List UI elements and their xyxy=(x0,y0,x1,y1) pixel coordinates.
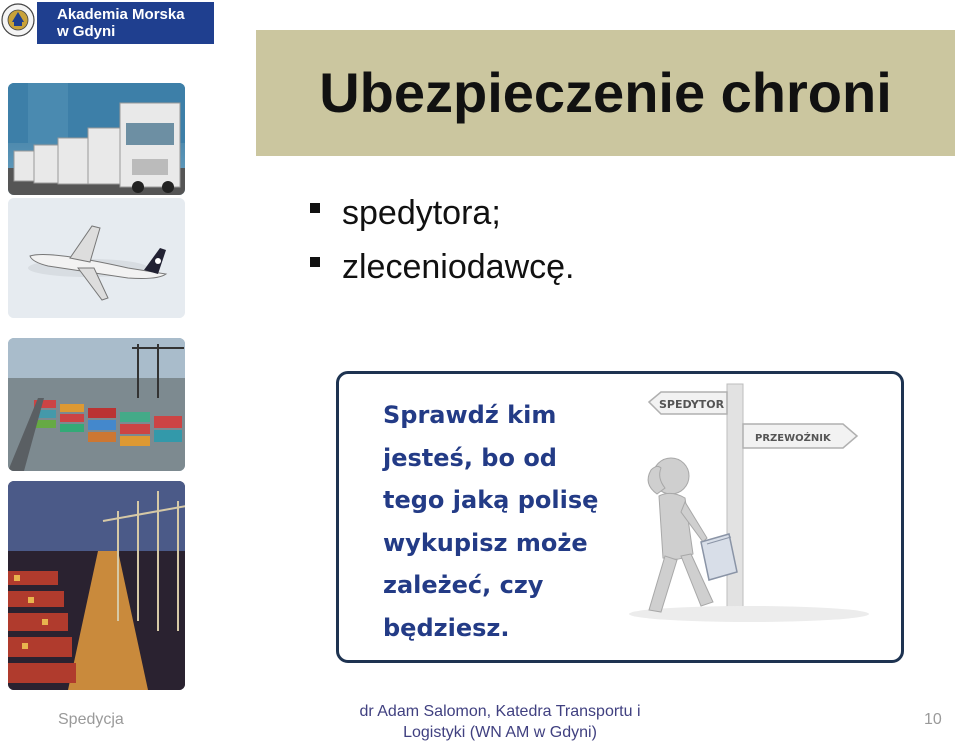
airplane-photo xyxy=(8,198,185,318)
port-night-photo xyxy=(8,481,185,690)
panel-line: jesteś, bo od xyxy=(383,443,557,472)
panel-line: wykupisz może xyxy=(383,528,588,557)
footer-author xyxy=(330,701,670,743)
panel-line: zależeć, czy xyxy=(383,571,544,599)
square-bullet-icon xyxy=(310,203,320,213)
footer-course: Spedycja xyxy=(58,711,124,728)
slide-title: Ubezpieczenie chroni xyxy=(319,61,892,124)
footer-author-line-1: dr Adam Salomon, Katedra Transportu i xyxy=(359,703,641,720)
square-bullet-icon xyxy=(310,257,320,267)
page-number: 10 xyxy=(924,711,942,728)
bullet-list xyxy=(310,186,574,294)
sign-przewoznik: PRZEWOŹNIK xyxy=(755,433,831,444)
footer-author-line-2: Logistyki (WN AM w Gdyni) xyxy=(403,724,597,741)
container-terminal-photo xyxy=(8,338,185,471)
panel-line: będziesz. xyxy=(383,613,510,642)
bullet-text: zleceniodawcę. xyxy=(342,248,575,286)
signpost-figure-illustration xyxy=(609,374,899,658)
logo-line-2: w Gdyni xyxy=(57,23,116,40)
bullet-text: spedytora; xyxy=(342,194,501,232)
title-band xyxy=(256,30,955,156)
university-name-box xyxy=(37,2,214,44)
panel-line: Sprawdź kim xyxy=(383,401,557,429)
bullet-item xyxy=(310,240,574,294)
logo-line-1: Akademia Morska xyxy=(57,6,185,23)
trucks-photo xyxy=(8,83,185,195)
warning-panel xyxy=(336,371,904,663)
university-seal-icon xyxy=(0,0,36,44)
panel-text xyxy=(383,394,598,649)
panel-line: tego jaką polisę xyxy=(383,486,599,514)
university-logo xyxy=(0,0,214,44)
sign-spedytor: SPEDYTOR xyxy=(659,398,725,411)
bullet-item xyxy=(310,186,574,240)
